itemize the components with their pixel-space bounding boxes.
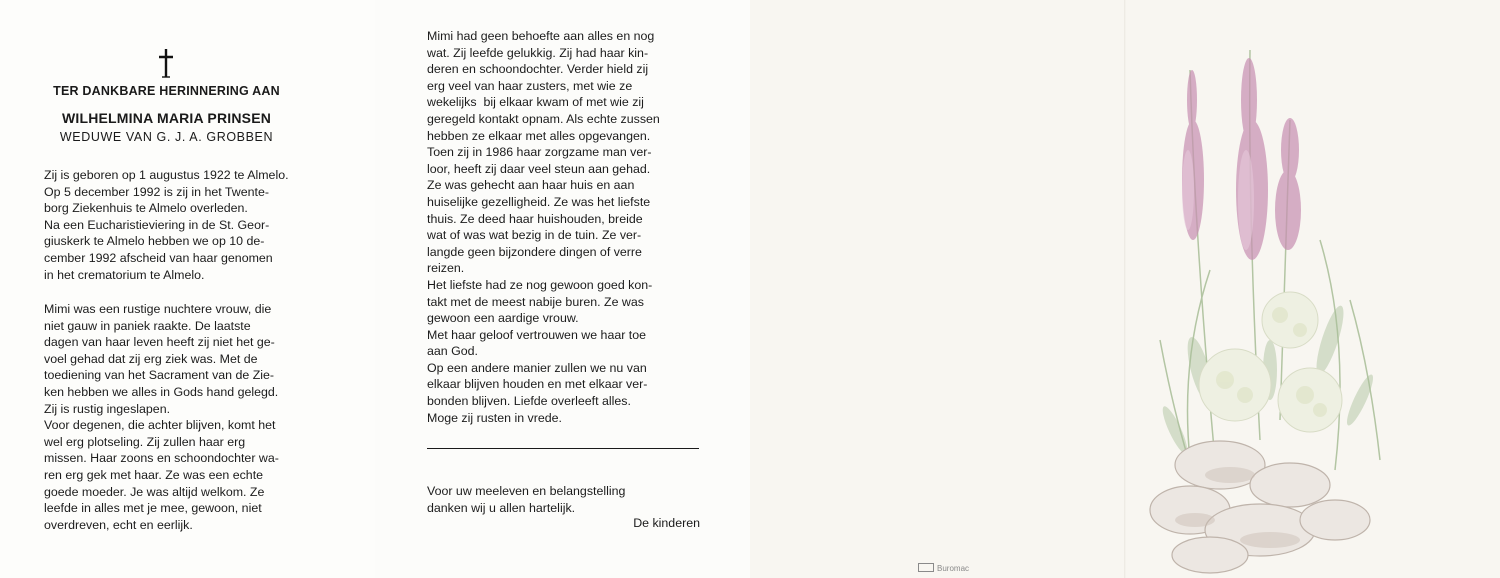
memorial-heading: TER DANKBARE HERINNERING AAN bbox=[53, 84, 280, 98]
signature: De kinderen bbox=[633, 516, 700, 530]
life-paragraph: Mimi had geen behoefte aan alles en nog wat. Zij leefde gelukkig. Zij had haar kin- deren en schoondochter. Verder hield zij erg veel van haar zusters, met wie ze wekelijks bij elkaar kwam of met wie zij geregeld kontakt opnam. Als echte zussen hebben ze elkaar met alles opgevangen. Toen zij in 1986 haar zorgzame man ver- loor, heeft zij daar veel steun aan gehad. Ze was gehecht aan haar huis en aan huiselijke gezelligheid. Ze was het liefste thuis. Ze deed haar huishouden, breide wat of was wat bezig in de tuin. Ze ver- langde geen bijzondere dingen of verre reizen. Het liefste had ze nog gewoon goed kon- takt met de meest nabije buren. Ze was gewoon een aardige vrouw. Met haar geloof vertrouwen we haar toe aan God. Op een andere manier zullen we nu van elkaar blijven houden en met elkaar ver- bonden blijven. Liefde overleeft alles. Moge zij rusten in vrede. bbox=[427, 29, 660, 425]
thanks-text: Voor uw meeleven en belangstelling danken wij u allen hartelijk. bbox=[427, 484, 626, 515]
biography-paragraph: Zij is geboren op 1 augustus 1922 te Almelo. Op 5 december 1992 is zij in het Twente- borg Ziekenhuis te Almelo overleden. Na een Eucharistieviering in de St. Geor- giuskerk te Almelo hebben we op 10 de- cember 1992 afscheid van haar genomen in het crematorium te Almelo. bbox=[44, 168, 289, 282]
deceased-name: WILHELMINA MARIA PRINSEN bbox=[61, 110, 272, 126]
brand-logo-icon bbox=[918, 563, 934, 572]
middle-panel bbox=[375, 0, 750, 578]
cross-icon bbox=[156, 48, 176, 78]
watercolor-flowers-icon bbox=[1120, 40, 1440, 578]
brand-mark bbox=[918, 563, 969, 573]
widow-line: WEDUWE VAN G. J. A. GROBBEN bbox=[59, 130, 274, 144]
left-panel bbox=[0, 0, 375, 578]
brand-name: Buromac bbox=[937, 564, 970, 573]
divider-rule bbox=[427, 448, 699, 449]
character-paragraph: Mimi was een rustige nuchtere vrouw, die niet gauw in paniek raakte. De laatste dagen van haar leven heeft zij niet het ge- voel gehad dat zij erg ziek was. Met de toediening van het Sacrament van de Zie- ken hebben we alles in Gods hand gelegd. Zij is rustig ingeslapen. Voor degenen, die achter blijven, komt het wel erg plotseling. Zij zullen haar erg missen. Haar zoons en schoondochter wa- ren erg gek met haar. Ze was een echte goede moeder. Je was altijd welkom. Ze leefde in alles met je mee, gewoon, niet overdreven, echt en eerlijk. bbox=[44, 302, 279, 532]
